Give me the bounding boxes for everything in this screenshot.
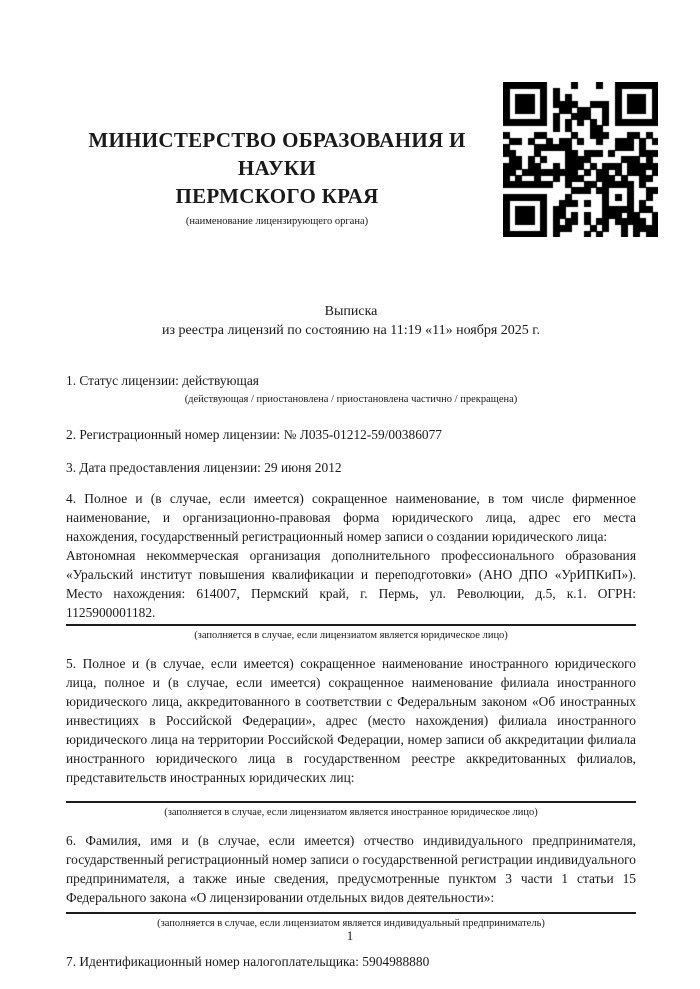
legal-entity-caption: (заполняется в случае, если лицензиатом является юридическое лицо) (194, 630, 508, 641)
item-legal-entity-value: Автономная некоммерческая организация дополнительного профессионального образования «Уральский институт повышения квалификации и переподготовки» (АНО ДПО «УрИПКиП»). Место нахождения: 614007, Пермский край, г. Пермь, ул. Революции, д.5, к.1. ОГРН: 1125900001182. (66, 548, 636, 620)
entrepreneur-caption: (заполняется в случае, если лицензиатом является индивидуальный предприниматель) (157, 918, 545, 929)
item-legal-entity-intro: 4. Полное и (в случае, если имеется) сокращенное наименование, в том числе фирменное наименование, и организационно-правовая форма юридического лица, адрес его места нахождения, государственный регистрационный номер записи о создании юридического лица: (66, 491, 636, 544)
document-title-line1: Выписка (324, 304, 378, 319)
item-foreign-entity-intro: 5. Полное и (в случае, если имеется) сокращенное наименование иностранного юридического лица, полное и (в случае, если имеется) сокращенное наименование филиала иностранного юридического лица, аккредитованного в соответствии с Федеральным законом «Об иностранных инвестициях в Российской Федерации», адрес (место нахождения) филиала иностранного юридического лица на территории Российской Федерации, номер записи об аккредитации филиала иностранного юридического лица в государственном реестре аккредитованных филиалов, представительств иностранных юридических лиц: (66, 656, 636, 785)
status-options-caption: (действующая / приостановлена / приостановлена частично / прекращена) (184, 394, 518, 405)
ministry-caption: (наименование лицензирующего органа) (185, 216, 369, 227)
foreign-entity-caption: (заполняется в случае, если лицензиатом является иностранное юридическое лицо) (164, 807, 538, 818)
fill-line-legal-entity (66, 624, 636, 626)
letterhead (66, 126, 488, 228)
ministry-name-line1: МИНИСТЕРСТВО ОБРАЗОВАНИЯ И НАУКИ (88, 128, 466, 180)
ministry-name-line2: ПЕРМСКОГО КРАЯ (175, 184, 379, 208)
document-title (66, 302, 636, 340)
fill-line-foreign-entity (66, 801, 636, 803)
item-grant-date: 3. Дата предоставления лицензии: 29 июня 2012 (66, 460, 342, 475)
page-number: 1 (346, 928, 354, 943)
item-entrepreneur-intro: 6. Фамилия, имя и (в случае, если имеется) отчество индивидуального предпринимателя, государственный регистрационный номер записи о государственной регистрации индивидуального предпринимателя, а также иные сведения, предусмотренные пунктом 3 части 1 статьи 15 Федерального закона «О лицензировании отдельных видов деятельности»: (66, 833, 636, 905)
item-taxpayer-number: 7. Идентификационный номер налогоплательщика: 5904988880 (66, 954, 430, 969)
item-registration-number: 2. Регистрационный номер лицензии: № Л035-01212-59/00386077 (66, 427, 442, 442)
ministry-name (66, 126, 488, 210)
qr-code (503, 82, 658, 237)
fill-line-entrepreneur (66, 912, 636, 914)
item-license-status: 1. Статус лицензии: действующая (66, 373, 259, 388)
document-body (66, 302, 636, 971)
document-title-line2: из реестра лицензий по состоянию на 11:19 «11» ноября 2025 г. (162, 323, 540, 338)
